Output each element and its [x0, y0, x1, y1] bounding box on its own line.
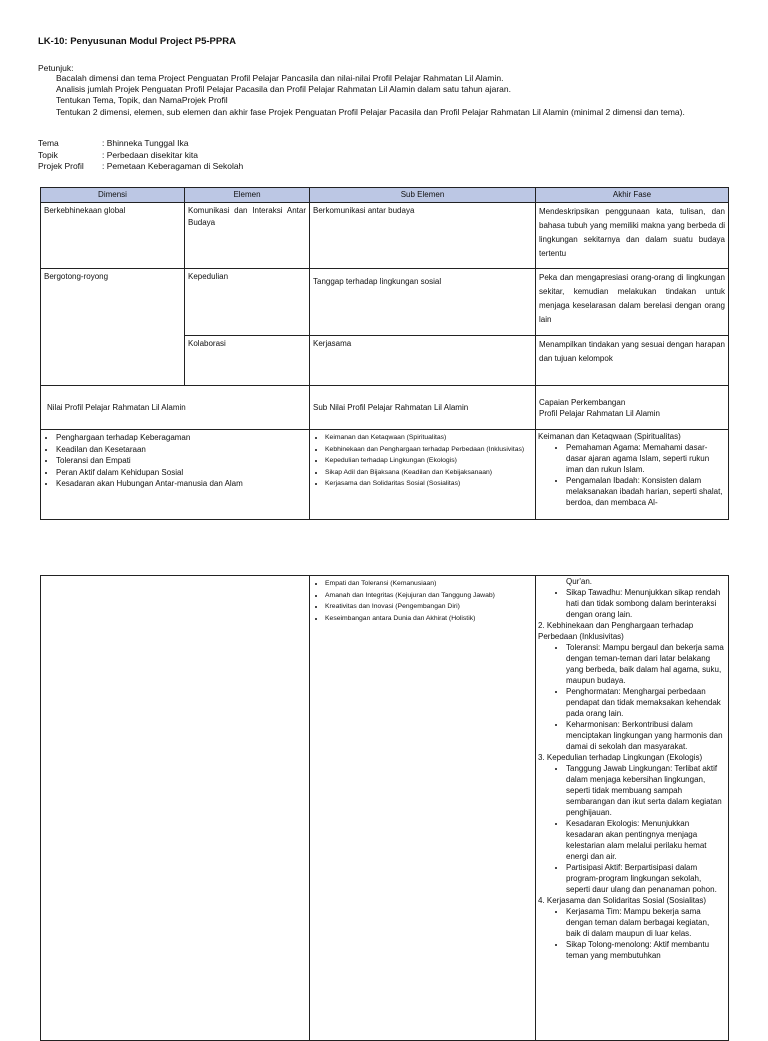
list-item: • Kepedulian terhadap Lingkungan (Ekologis)	[325, 455, 532, 467]
meta-value: : Bhinneka Tunggal Ika	[102, 138, 189, 148]
capaian-cell	[536, 576, 729, 1041]
list-item: • Partisipasi Aktif: Berpartisipasi dalam program-program lingkungan sekolah, seperti daur ulang dan penanaman pohon.	[566, 862, 726, 895]
list-item: • Keadilan dan Kesetaraan	[56, 444, 306, 456]
meta-row-tema	[38, 138, 243, 150]
list-item: • Sikap Tawadhu: Menunjukkan sikap rendah hati dan tidak sombong dalam berinteraksi dengan orang lain.	[566, 587, 726, 620]
header-elemen: Elemen	[185, 188, 310, 203]
cell-elemen: Kepedulian	[185, 269, 310, 336]
list-item: • Sikap Tolong-menolong: Aktif membantu teman yang membutuhkan	[566, 939, 726, 961]
meta-value: : Perbedaan disekitar kita	[102, 149, 198, 160]
petunjuk-item: Bacalah dimensi dan tema Project Penguatan Profil Pelajar Pancasila dan nilai-nilai Profil Pelajar Rahmatan Lil Alamin.	[56, 73, 504, 83]
petunjuk-item: Analisis jumlah Projek Penguatan Profil Pelajar Pacasila dan Profil Pelajar Rahmatan Lil Alamin dalam satu tahun ajaran.	[56, 84, 511, 95]
project-meta	[38, 138, 243, 173]
list-item: • Pengamalan Ibadah: Konsisten dalam melaksanakan ibadah harian, seperti shalat, berdoa, dan membaca Al-	[566, 475, 726, 508]
petunjuk-label: Petunjuk:	[38, 63, 74, 73]
list-item: • Amanah dan Integritas (Kejujuran dan Tanggung Jawab)	[325, 590, 532, 602]
nilai-list-cell	[41, 576, 310, 1041]
meta-row-projek	[38, 161, 243, 173]
list-item: • Keseimbangan antara Dunia dan Akhirat (Holistik)	[325, 613, 532, 625]
capaian-heading: 3. Kepedulian terhadap Lingkungan (Ekologis)	[538, 753, 703, 762]
list-item: • Keimanan dan Ketaqwaan (Spiritualitas)	[325, 432, 532, 444]
petunjuk-item: Tentukan Tema, Topik, dan NamaProjek Profil	[56, 95, 228, 106]
modul-table	[40, 187, 729, 520]
sub-nilai-list	[313, 578, 532, 624]
cell-dimensi: Bergotong-royong	[41, 269, 185, 386]
cell-sub-elemen: Berkomunikasi antar budaya	[310, 203, 536, 269]
list-item: • Kesadaran Ekologis: Menunjukkan kesadaran akan pentingnya menjaga kelestarian alam melalui perilaku hemat energi dan air.	[566, 818, 726, 862]
list-item: • Kerjasama Tim: Mampu bekerja sama dengan teman dalam berbagai kegiatan, baik di dalam maupun di luar kelas.	[566, 906, 726, 939]
sub-nilai-list-cell	[310, 430, 536, 520]
capaian-header-line2: Profil Pelajar Rahmatan Lil Alamin	[539, 408, 660, 418]
header-akhir-fase: Akhir Fase	[536, 188, 729, 203]
meta-key: Tema	[38, 138, 59, 148]
capaian-heading: Keimanan dan Ketaqwaan (Spiritualitas)	[538, 432, 681, 441]
capaian-heading: 2. Kebhinekaan dan Penghargaan terhadap Perbedaan (Inklusivitas)	[538, 621, 694, 641]
page-gap	[0, 540, 768, 564]
list-item: • Penghargaan terhadap Keberagaman	[56, 432, 306, 444]
meta-key: Projek Profil	[38, 161, 84, 171]
cell-akhir-fase: Menampilkan tindakan yang sesuai dengan harapan dan tujuan kelompok	[536, 336, 729, 386]
nilai-row-continued	[41, 576, 729, 1041]
table-header-row	[41, 188, 729, 203]
capaian-cell	[536, 430, 729, 520]
capaian-cont-text: Qur'an.	[566, 577, 592, 586]
petunjuk-list	[56, 73, 685, 118]
meta-row-topik	[38, 150, 243, 162]
list-item: • Toleransi dan Empati	[56, 455, 306, 467]
cell-sub-elemen: Tanggap terhadap lingkungan sosial	[310, 269, 536, 336]
nilai-header-row	[41, 386, 729, 430]
capaian-list	[538, 442, 726, 508]
list-item: • Keharmonisan: Berkontribusi dalam menciptakan lingkungan yang harmonis dan damai di sekolah dan masyarakat.	[566, 719, 726, 752]
nilai-row	[41, 430, 729, 520]
modul-table-continued	[40, 575, 729, 1041]
capaian-list	[538, 906, 726, 961]
list-item: • Kesadaran akan Hubungan Antar-manusia dan Alam	[56, 478, 306, 490]
capaian-list	[538, 642, 726, 752]
nilai-header: Nilai Profil Pelajar Rahmatan Lil Alamin	[41, 386, 310, 430]
nilai-list-cell	[41, 430, 310, 520]
list-item: • Kerjasama dan Solidaritas Sosial (Sosialitas)	[325, 478, 532, 490]
document-title: LK-10: Penyusunan Modul Project P5-PPRA	[38, 36, 236, 47]
sub-nilai-list	[313, 432, 532, 490]
cell-elemen: Kolaborasi	[185, 336, 310, 386]
list-item: • Pemahaman Agama: Memahami dasar-dasar ajaran agama Islam, seperti rukun iman dan rukun Islam.	[566, 442, 726, 475]
cell-sub-elemen: Kerjasama	[310, 336, 536, 386]
list-item: • Tanggung Jawab Lingkungan: Terlibat aktif dalam menjaga kebersihan lingkungan, seperti tidak membuang sampah sembarangan dan ikut serta dalam kegiatan penghijauan.	[566, 763, 726, 818]
capaian-header	[536, 386, 729, 430]
table-row	[41, 269, 729, 336]
list-item: • Empati dan Toleransi (Kemanusiaan)	[325, 578, 532, 590]
cell-elemen: Komunikasi dan Interaksi Antar Budaya	[185, 203, 310, 269]
meta-key: Topik	[38, 149, 58, 160]
list-item: • Kreativitas dan Inovasi (Pengembangan Diri)	[325, 601, 532, 613]
header-sub-elemen: Sub Elemen	[310, 188, 536, 203]
cell-dimensi: Berkebhinekaan global	[41, 203, 185, 269]
list-item: • Toleransi: Mampu bergaul dan bekerja sama dengan teman-teman dari latar belakang yang berbeda, baik dalam hal agama, suku, maupun budaya.	[566, 642, 726, 686]
capaian-list	[538, 587, 726, 620]
list-item: • Peran Aktif dalam Kehidupan Sosial	[56, 467, 306, 479]
sub-nilai-list-cell	[310, 576, 536, 1041]
capaian-list	[538, 763, 726, 895]
header-dimensi: Dimensi	[41, 188, 185, 203]
table-row	[41, 203, 729, 269]
nilai-list	[44, 432, 306, 490]
cell-akhir-fase: Peka dan mengapresiasi orang-orang di lingkungan sekitar, kemudian melakukan tindakan untuk menjaga keselarasan dalam berelasi dengan orang lain	[536, 269, 729, 336]
list-item: • Penghormatan: Menghargai perbedaan pendapat dan tidak memaksakan kehendak pada orang lain.	[566, 686, 726, 719]
cell-akhir-fase: Mendeskripsikan penggunaan kata, tulisan, dan bahasa tubuh yang memiliki makna yang berbeda di lingkungan sekitarnya dan dalam suatu budaya tertentu	[536, 203, 729, 269]
meta-value: : Pemetaan Keberagaman di Sekolah	[102, 161, 244, 171]
list-item: • Kebhinekaan dan Penghargaan terhadap Perbedaan (Inklusivitas)	[325, 444, 532, 456]
list-item: • Sikap Adil dan Bijaksana (Keadilan dan Kebijaksanaan)	[325, 467, 532, 479]
capaian-heading: 4. Kerjasama dan Solidaritas Sosial (Sosialitas)	[538, 896, 707, 905]
petunjuk-item: Tentukan 2 dimensi, elemen, sub elemen dan akhir fase Projek Penguatan Profil Pelajar Pacasila dan Profil Pelajar Rahmatan Lil Alamin (minimal 2 dimensi dan tema).	[56, 106, 685, 117]
capaian-header-line1: Capaian Perkembangan	[539, 397, 626, 407]
sub-nilai-header: Sub Nilai Profil Pelajar Rahmatan Lil Alamin	[310, 386, 536, 430]
